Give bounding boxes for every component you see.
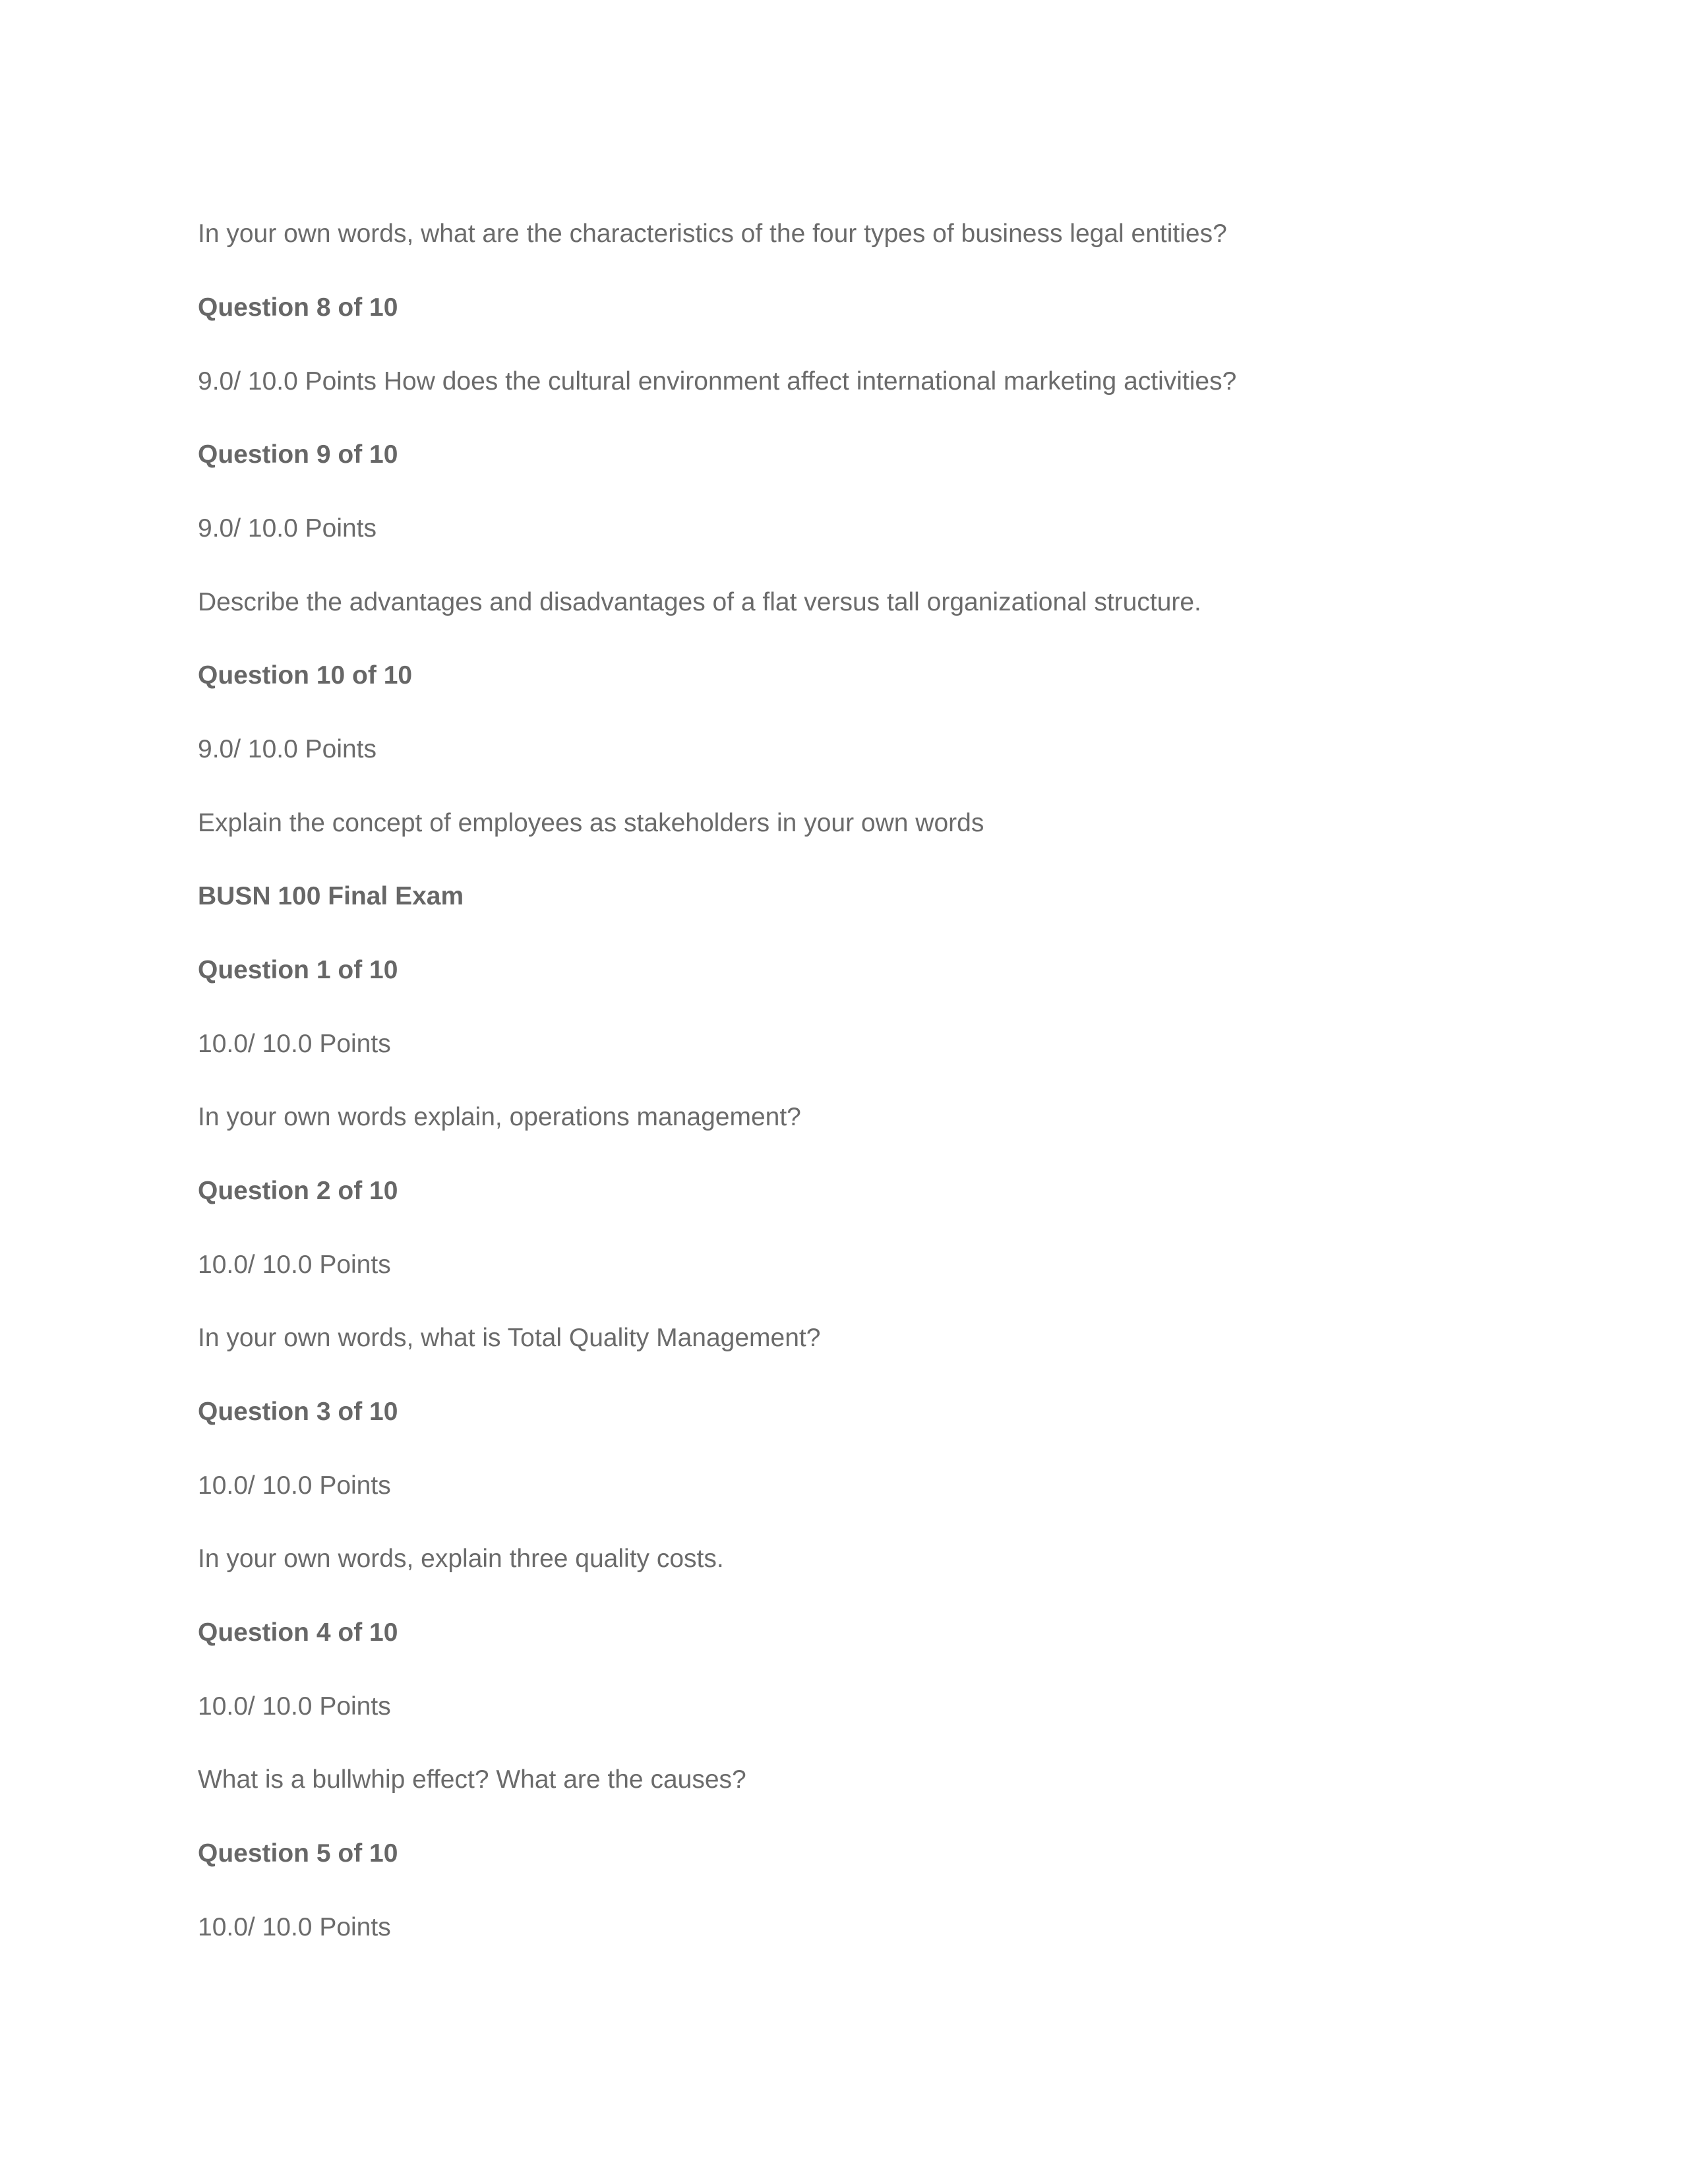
points-text: 9.0/ 10.0 Points (198, 514, 377, 543)
points-text: 10.0/ 10.0 Points (198, 1251, 391, 1279)
points-text: 9.0/ 10.0 Points (198, 735, 377, 763)
question-heading: Question 2 of 10 (198, 1177, 398, 1205)
question-heading: Question 3 of 10 (198, 1398, 398, 1426)
question-text: Describe the advantages and disadvantages of a flat versus tall organizational structure. (198, 588, 1201, 616)
question-heading: Question 10 of 10 (198, 661, 413, 690)
exam-title: BUSN 100 Final Exam (198, 882, 464, 910)
points-and-question-text: 9.0/ 10.0 Points How does the cultural environment affect international marketing activities? (198, 367, 1237, 396)
question-heading: Question 9 of 10 (198, 440, 398, 469)
question-heading: Question 5 of 10 (198, 1839, 398, 1868)
points-text: 10.0/ 10.0 Points (198, 1471, 391, 1500)
question-text: Explain the concept of employees as stakeholders in your own words (198, 809, 984, 837)
question-text: In your own words explain, operations management? (198, 1103, 801, 1131)
question-heading: Question 8 of 10 (198, 293, 398, 322)
question-text: What is a bullwhip effect? What are the causes? (198, 1765, 746, 1794)
question-text: In your own words, what are the characteristics of the four types of business legal entities? (198, 220, 1227, 248)
points-text: 10.0/ 10.0 Points (198, 1692, 391, 1721)
question-text: In your own words, explain three quality costs. (198, 1545, 724, 1573)
question-text: In your own words, what is Total Quality Management? (198, 1324, 821, 1352)
points-text: 10.0/ 10.0 Points (198, 1913, 391, 1941)
question-heading: Question 4 of 10 (198, 1618, 398, 1647)
points-text: 10.0/ 10.0 Points (198, 1030, 391, 1058)
question-heading: Question 1 of 10 (198, 956, 398, 984)
